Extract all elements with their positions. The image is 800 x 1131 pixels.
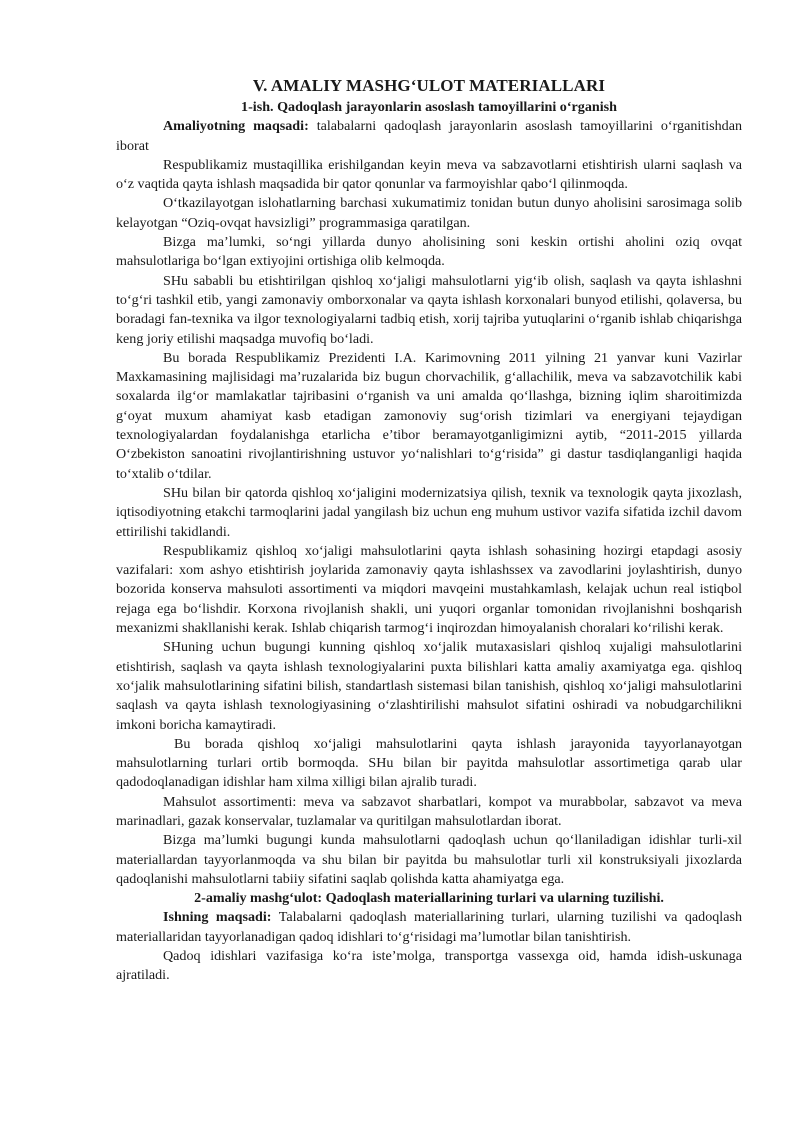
goal-text: Talabalarni qadoqlash materiallarining turlari, ularning tuzilishi va qadoqlash materiallaridan tayyorlanadigan qadoq idishlari to‘g‘risidagi ma’lumotlar bilan tanishtirish.: [116, 909, 742, 945]
goal-label: Amaliyotning maqsadi:: [163, 118, 309, 135]
paragraph: Respublikamiz mustaqillika erishilgandan keyin meva va sabzavotlarni etishtirish ularni saqlash va o‘z vaqtida qayta ishlash maqsadida bir qator qonunlar va farmoyishlar qabo‘l qilinmoqda.: [116, 156, 742, 193]
document-page: [116, 74, 742, 986]
paragraph: Mahsulot assortimenti: meva va sabzavot sharbatlari, kompot va murabbolar, sabzavot va meva marinadlari, gazak konservalar, tuzlamalar va quritilgan mahsulotlardan iborat.: [116, 793, 742, 829]
paragraph: Bu borada Respublikamiz Prezidenti I.A. Karimovning 2011 yilning 21 yanvar kuni Vazirlar Maxkamasining majlisidagi ma’ruzalarida biz bugun chorvachilik, g‘allachilik, meva va sabzavotchilik kabi soxalarda ilg‘or mamlakatlar tajribasini o‘rganish va uni amalda qo‘llashga, bizning iqlim sharoitimizda g‘oyat muxum ahamiyat kasb etadigan zamonoviy sug‘orish tizimlari va energiyani tejaydigan texnologiyalardan foydalanishga etarlicha e’tibor beramayotganligimizni aytib, “2011-2015 yillarda O‘zbekiston sanoatini rivojlantirishning ustuvor yo‘nalishlari to‘g‘risida” gi dastur tasdiqlanganligi haqida to‘xtalib o‘tdilar.: [116, 349, 742, 482]
paragraph: SHu sababli bu etishtirilgan qishloq xo‘jaligi mahsulotlarni yig‘ib olish, saqlash va qayta ishlashni to‘g‘ri tashkil etib, yangi zamonaviy omborxonalar va qayta ishlash korxonalari bunyod etilishi, qolaversa, bu boradagi fan-texnika va ilgor texnologiyalarni tadbiq etish, xorij tajriba yutuqlarini o‘rganib ishlab chiqarishga keng joriy etilishi maqsadga muvofiq bo‘ladi.: [116, 272, 742, 347]
paragraph: Bizga ma’lumki bugungi kunda mahsulotlarni qadoqlash uchun qo‘llaniladigan idishlar turli-xil materiallardan tayyorlanmoqda va shu bilan bir payitda bu mahsulotlar turli xil konstruksiyali jixozlarda qadoqlanishi mahsulotlarni tabiiy sifatini saqlab qolishda katta ahamiyatga ega.: [116, 832, 742, 887]
paragraph: Respublikamiz qishloq xo‘jaligi mahsulotlarini qayta ishlash sohasining hozirgi etapdagi asosiy vazifalari: xom ashyo etishtirish joylarida zamonaviy qayta ishlashssex va zavodlarini joylashtirish, dunyo bozorida konserva mahsuloti assortimenti va miqdori mavqeini mustahkamlash, kelajak uchun real istiqbol rejaga ega bo‘lishdir. Korxona rivojlanish shakli, uni yuqori organlar tomonidan rivojlanishni boshqarish mexanizmi shakllanishi kerak. Ishlab chiqarish tarmog‘i inqirozdan himoyalanish choralari ko‘rilishi kerak.: [116, 542, 742, 637]
paragraph: SHuning uchun bugungi kunning qishloq xo‘jalik mutaxasislari qishloq xujaligi mahsulotlarini etishtirish, saqlash va qayta ishlash texnologiyalarini puxta bilishlari katta amaliy axamiyatga ega. qishloq xo‘jalik mahsulotlarining sifatini bilish, standartlash sistemasi bilan tanishish, qishloq xo‘jaligi mahsulotlarini saqlash va qayta ishlash texnologiyasining o‘zlashtirilishi mahsulot sifatini oshiradi va nobudgarchilikni imkoni boricha kamaytiradi.: [116, 639, 742, 733]
paragraph: SHu bilan bir qatorda qishloq xo‘jaligini modernizatsiya qilish, texnik va texnologik qayta jixozlash, iqtisodiyotning etakchi tarmoqlarini jadal yangilash biz uchun eng muhum ustivor vazifa sifatida izchil davom ettirilishi takidlandi.: [116, 484, 742, 540]
paragraph: Bizga ma’lumki, so‘ngi yillarda dunyo aholisining soni keskin ortishi aholini oziq ovqat mahsulotlariga bo‘lgan extiyojini ortishiga olib kelmoqda.: [116, 234, 742, 270]
lesson-subtitle: 1-ish. Qadoqlash jarayonlarin asoslash tamoyillarini o‘rganish: [241, 99, 617, 115]
goal-label: Ishning maqsadi:: [163, 909, 272, 926]
goal-text: talabalarni qadoqlash jarayonlarin asoslash tamoyillarini o‘rganitishdan iborat: [116, 118, 742, 154]
paragraph: O‘tkazilayotgan islohatlarning barchasi xukumatimiz tonidan butun dunyo aholisini sarosimaga solib kelayotgan “Oziq-ovqat havsizligi” programmasiga qaratilgan.: [116, 195, 742, 231]
paragraph: Qadoq idishlari vazifasiga ko‘ra iste’molga, transportga vassexga oid, hamda idish-uskunaga ajratiladi.: [116, 948, 742, 984]
section2-heading: 2-amaliy mashg‘ulot: Qadoqlash materiallarining turlari va ularning tuzilishi.: [194, 890, 664, 907]
page-title: V. AMALIY MASHG‘ULOT MATERIALLARI: [252, 76, 606, 95]
paragraph: Bu borada qishloq xo‘jaligi mahsulotlarini qayta ishlash jarayonida tayyorlanayotgan mahsulotlarning turlari ortib bormoqda. SHu bilan bir payitda mahsulotlar assortimetiga qarab ular qadodoqlanadigan idishlar ham xilma xilligi bilan ajralib turadi.: [116, 735, 742, 791]
section1-goal: [116, 117, 742, 156]
section2-goal: [116, 908, 742, 947]
